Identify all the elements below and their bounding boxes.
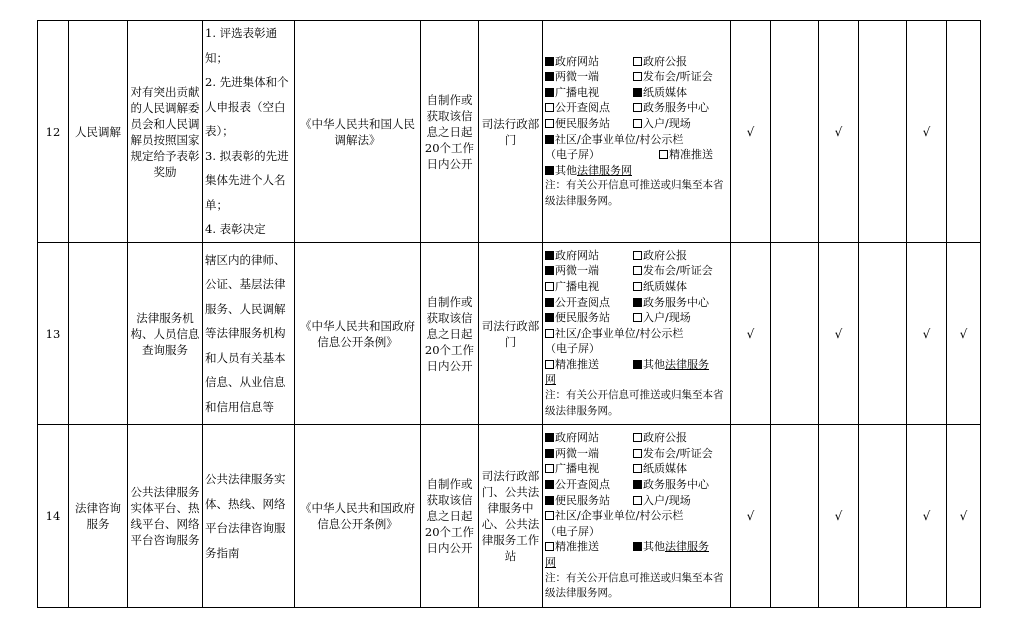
- checked-box-icon: [633, 480, 642, 489]
- subject-cell: 司法行政部门: [479, 243, 543, 425]
- item-cell: 对有突出贡献的人民调解委员会和人民调解员按照国家规定给予表彰奖励: [128, 21, 203, 243]
- channel-row: [545, 310, 728, 326]
- basis-cell: 《中华人民共和国人民调解法》: [295, 21, 421, 243]
- checked-box-icon: [545, 480, 554, 489]
- channel-option: [545, 477, 633, 493]
- check-mark: √: [819, 243, 859, 425]
- checked-box-icon: [633, 542, 642, 551]
- empty-check-cell: [771, 243, 819, 425]
- unchecked-box-icon: [545, 103, 554, 112]
- table-row: [38, 243, 981, 425]
- channels-cell: [543, 21, 731, 243]
- channel-note: 注：有关公开信息可推送或归集至本省级法律服务网。: [545, 179, 724, 207]
- channel-label: 入户/现场: [643, 311, 691, 325]
- check-mark: √: [731, 425, 771, 608]
- channel-option: [633, 69, 713, 85]
- category-cell: 人民调解: [69, 21, 128, 243]
- subject-cell: 司法行政部门、公共法律服务中心、公共法律服务工作站: [479, 425, 543, 608]
- channel-note: 注：有关公开信息可推送或归集至本省级法律服务网。: [545, 389, 724, 417]
- checked-box-icon: [545, 88, 554, 97]
- unchecked-box-icon: [633, 266, 642, 275]
- item-cell: 法律服务机构、人员信息查询服务: [128, 243, 203, 425]
- channel-row: [545, 147, 728, 163]
- channel-label: 纸质媒体: [643, 85, 687, 99]
- unchecked-box-icon: [545, 542, 554, 551]
- checked-box-icon: [545, 251, 554, 260]
- unchecked-box-icon: [659, 150, 668, 159]
- channel-option: [545, 430, 633, 446]
- channel-screen: （电子屏）: [545, 148, 600, 162]
- channel-label: 政府网站: [555, 248, 599, 262]
- unchecked-box-icon: [633, 57, 642, 66]
- channel-option: [633, 430, 687, 446]
- content-line: 单；: [205, 197, 228, 212]
- channel-option: [659, 147, 713, 163]
- unchecked-box-icon: [545, 329, 554, 338]
- channel-label: 发布会/听证会: [643, 264, 713, 278]
- checked-box-icon: [545, 266, 554, 275]
- content-line: 2. 先进集体和个: [205, 75, 289, 90]
- check-mark: √: [819, 425, 859, 608]
- content-line: 人申报表（空白: [205, 99, 286, 114]
- unchecked-box-icon: [545, 119, 554, 128]
- channel-other: [633, 539, 709, 555]
- legal-service-network-link[interactable]: 法律服务: [665, 540, 709, 554]
- channel-row: [545, 357, 728, 373]
- channel-option: [633, 263, 713, 279]
- channel-label: 公开查阅点: [555, 295, 610, 309]
- table-row: [38, 425, 981, 608]
- channel-community: [545, 132, 728, 148]
- channel-label: 政府公报: [643, 54, 687, 68]
- channel-label: 精准推送: [669, 148, 713, 162]
- legal-service-network-link-cont[interactable]: 网: [545, 555, 556, 569]
- content-line: 公共法律服务实: [205, 472, 286, 486]
- content-cell: [203, 21, 295, 243]
- content-line: 1. 评选表彰通: [205, 26, 278, 41]
- checked-box-icon: [633, 360, 642, 369]
- channel-row: [545, 477, 728, 493]
- check-mark: √: [907, 21, 947, 243]
- channel-label: 发布会/听证会: [643, 70, 713, 84]
- content-lines: [205, 21, 292, 242]
- checked-box-icon: [545, 298, 554, 307]
- channel-option: [633, 54, 687, 70]
- category-cell: [69, 243, 128, 425]
- channel-community: [545, 326, 728, 342]
- channel-option: [633, 461, 687, 477]
- channel-label: 纸质媒体: [643, 462, 687, 476]
- legal-service-network-link[interactable]: 法律服务: [665, 357, 709, 371]
- channel-screen: （电子屏）: [545, 524, 600, 538]
- unchecked-box-icon: [633, 433, 642, 442]
- channel-label: 社区/企事业单位/村公示栏: [555, 326, 684, 340]
- channel-row: [545, 116, 728, 132]
- channel-option: [545, 539, 633, 555]
- channel-label: 入户/现场: [643, 116, 691, 130]
- channel-option: [545, 295, 633, 311]
- content-line: 体、热线、网络: [205, 496, 286, 511]
- content-line: 服务、人民调解: [205, 301, 286, 316]
- channel-option: [545, 461, 633, 477]
- unchecked-box-icon: [545, 360, 554, 369]
- channel-row: [545, 85, 728, 101]
- channel-option: [633, 100, 709, 116]
- category-cell: 法律咨询服务: [69, 425, 128, 608]
- channel-screen: （电子屏）: [545, 342, 600, 356]
- checked-box-icon: [545, 449, 554, 458]
- channel-label: 广播电视: [555, 279, 599, 293]
- channel-label: 社区/企事业单位/村公示栏: [555, 132, 684, 146]
- channel-label: 精准推送: [555, 357, 599, 371]
- channel-option: [545, 85, 633, 101]
- channel-option: [545, 69, 633, 85]
- unchecked-box-icon: [633, 103, 642, 112]
- channel-option: [545, 357, 633, 373]
- check-mark: √: [947, 425, 981, 608]
- item-cell: 公共法律服务实体平台、热线平台、网络平台咨询服务: [128, 425, 203, 608]
- channel-option: [633, 279, 687, 295]
- unchecked-box-icon: [633, 72, 642, 81]
- content-line: 信息、从业信息: [205, 375, 286, 390]
- time-limit-cell: 自制作或获取该信息之日起20个工作日内公开: [421, 243, 479, 425]
- check-mark: √: [907, 243, 947, 425]
- content-cell: [203, 425, 295, 608]
- channel-label: 其他: [643, 357, 665, 371]
- channel-option: [545, 493, 633, 509]
- row-number: 12: [38, 21, 69, 243]
- channel-row: [545, 279, 728, 295]
- content-line: 知；: [205, 50, 228, 65]
- subject-cell: 司法行政部门: [479, 21, 543, 243]
- channel-row: [545, 539, 728, 555]
- channel-option: [633, 493, 691, 509]
- checked-box-icon: [545, 433, 554, 442]
- checked-box-icon: [545, 313, 554, 322]
- content-line: 等法律服务机构: [205, 326, 286, 341]
- content-line: 和信用信息等: [205, 399, 274, 414]
- content-line: 4. 表彰决定: [205, 222, 266, 237]
- channel-label: 政府网站: [555, 431, 599, 445]
- channel-label: 发布会/听证会: [643, 446, 713, 460]
- content-line: 平台法律咨询服: [205, 521, 286, 535]
- channel-label: 其他: [555, 163, 577, 177]
- content-line: 3. 拟表彰的先进: [205, 148, 289, 163]
- channel-label: 广播电视: [555, 85, 599, 99]
- empty-check-cell: [947, 21, 981, 243]
- check-mark: √: [819, 21, 859, 243]
- channel-label: 政务服务中心: [643, 295, 709, 309]
- checked-box-icon: [545, 72, 554, 81]
- checked-box-icon: [633, 88, 642, 97]
- check-mark: √: [907, 425, 947, 608]
- row-number: 14: [38, 425, 69, 608]
- channel-row: [545, 430, 728, 446]
- disclosure-table-wrapper: [37, 20, 980, 607]
- channel-label: 政府公报: [643, 248, 687, 262]
- channel-option: [545, 54, 633, 70]
- check-mark: √: [731, 21, 771, 243]
- checked-box-icon: [545, 57, 554, 66]
- checked-box-icon: [633, 298, 642, 307]
- channel-label: 两微一端: [555, 70, 599, 84]
- channel-label: 两微一端: [555, 264, 599, 278]
- legal-service-network-link[interactable]: 法律服务网: [577, 163, 632, 177]
- channel-option: [633, 446, 713, 462]
- channel-option: [545, 279, 633, 295]
- unchecked-box-icon: [633, 119, 642, 128]
- channel-option: [633, 477, 709, 493]
- empty-check-cell: [771, 425, 819, 608]
- empty-check-cell: [859, 425, 907, 608]
- channel-option: [633, 248, 687, 264]
- channel-row: [545, 493, 728, 509]
- content-cell: [203, 243, 295, 425]
- channel-community: [545, 508, 728, 524]
- channel-option: [545, 263, 633, 279]
- unchecked-box-icon: [545, 464, 554, 473]
- channel-label: 纸质媒体: [643, 279, 687, 293]
- content-line: 务指南: [205, 545, 240, 560]
- channel-option: [545, 310, 633, 326]
- row-number: 13: [38, 243, 69, 425]
- channel-label: 其他: [643, 540, 665, 554]
- time-limit-cell: 自制作或获取该信息之日起20个工作日内公开: [421, 425, 479, 608]
- channel-label: 便民服务站: [555, 116, 610, 130]
- empty-check-cell: [859, 21, 907, 243]
- channels-cell: [543, 243, 731, 425]
- channel-option: [633, 310, 691, 326]
- unchecked-box-icon: [545, 511, 554, 520]
- channel-label: 公开查阅点: [555, 101, 610, 115]
- channel-option: [633, 85, 687, 101]
- channel-option: [545, 248, 633, 264]
- channel-label: 两微一端: [555, 446, 599, 460]
- channel-label: 政府网站: [555, 54, 599, 68]
- check-mark: √: [731, 243, 771, 425]
- content-line: 集体先进个人名: [205, 173, 286, 188]
- channel-option: [545, 446, 633, 462]
- channel-label: 广播电视: [555, 462, 599, 476]
- unchecked-box-icon: [633, 313, 642, 322]
- channel-label: 便民服务站: [555, 493, 610, 507]
- check-mark: √: [947, 243, 981, 425]
- channel-row: [545, 100, 728, 116]
- empty-check-cell: [859, 243, 907, 425]
- disclosure-table: [37, 20, 981, 608]
- channel-option: [545, 100, 633, 116]
- unchecked-box-icon: [545, 282, 554, 291]
- unchecked-box-icon: [633, 449, 642, 458]
- time-limit-cell: 自制作或获取该信息之日起20个工作日内公开: [421, 21, 479, 243]
- unchecked-box-icon: [633, 464, 642, 473]
- channel-option: [633, 116, 691, 132]
- channel-note: 注：有关公开信息可推送或归集至本省级法律服务网。: [545, 571, 724, 600]
- channel-row: [545, 54, 728, 70]
- content-line: 公证、基层法律: [205, 277, 286, 292]
- checked-box-icon: [545, 166, 554, 175]
- channel-option: [633, 295, 709, 311]
- unchecked-box-icon: [633, 496, 642, 505]
- channel-label: 政府公报: [643, 431, 687, 445]
- channel-row: [545, 69, 728, 85]
- content-line: 辖区内的律师、: [205, 252, 286, 267]
- table-row: [38, 21, 981, 243]
- channel-label: 政务服务中心: [643, 101, 709, 115]
- basis-cell: 《中华人民共和国政府信息公开条例》: [295, 243, 421, 425]
- checked-box-icon: [545, 496, 554, 505]
- channel-option: [545, 116, 633, 132]
- channel-label: 便民服务站: [555, 311, 610, 325]
- unchecked-box-icon: [633, 282, 642, 291]
- channel-row: [545, 248, 728, 264]
- channel-other: [545, 163, 728, 179]
- content-lines: [205, 248, 292, 420]
- channel-label: 精准推送: [555, 540, 599, 554]
- channel-row: [545, 446, 728, 462]
- basis-cell: 《中华人民共和国政府信息公开条例》: [295, 425, 421, 608]
- legal-service-network-link-cont[interactable]: 网: [545, 373, 556, 387]
- content-lines: [205, 467, 292, 565]
- channel-row: [545, 295, 728, 311]
- unchecked-box-icon: [633, 251, 642, 260]
- channel-row: [545, 263, 728, 279]
- empty-check-cell: [771, 21, 819, 243]
- content-line: 表）；: [205, 124, 234, 139]
- checked-box-icon: [545, 135, 554, 144]
- channel-row: [545, 461, 728, 477]
- channel-label: 公开查阅点: [555, 478, 610, 492]
- channel-other: [633, 357, 709, 373]
- channel-label: 社区/企事业单位/村公示栏: [555, 509, 684, 523]
- content-line: 和人员有关基本: [205, 350, 286, 365]
- channels-cell: [543, 425, 731, 608]
- channel-label: 入户/现场: [643, 493, 691, 507]
- channel-label: 政务服务中心: [643, 478, 709, 492]
